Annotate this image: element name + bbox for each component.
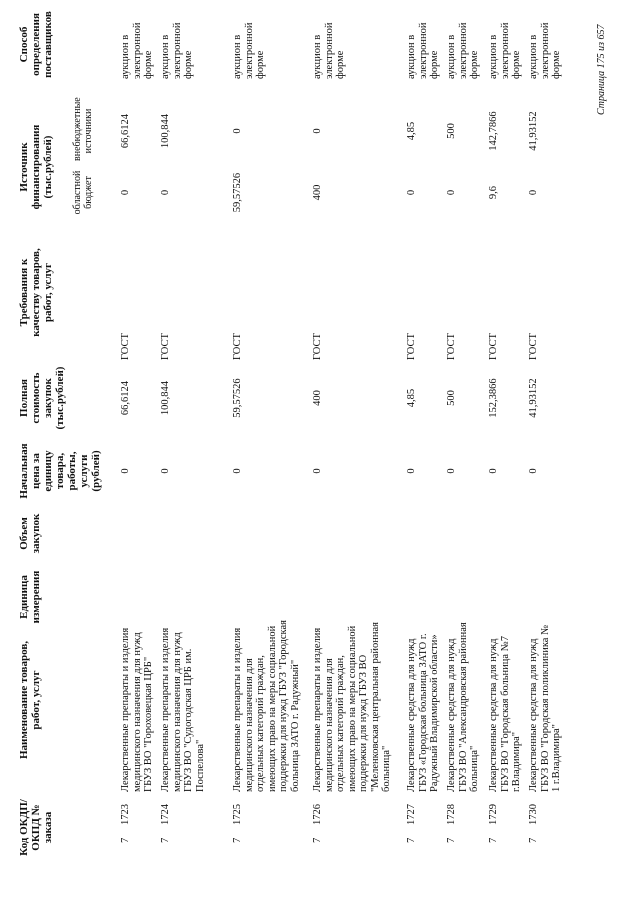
- row-3-order: 1725: [232, 804, 243, 825]
- row-5-price: 0: [406, 468, 417, 474]
- row-2-price: 0: [160, 468, 171, 474]
- row-1-regional: 0: [120, 189, 131, 196]
- row-7-requirements: ГОСТ: [488, 333, 499, 360]
- row-4-requirements: ГОСТ: [312, 333, 323, 360]
- row-5-offbudget: 4,85: [406, 121, 417, 141]
- row-4-method: аукцион в электронной форме: [312, 22, 346, 79]
- header-code: Код ОКДП/ ОКПД № заказа: [18, 799, 54, 856]
- row-2-offbudget: 100,844: [160, 113, 171, 149]
- row-3-total: 59,57526: [232, 378, 243, 418]
- row-3-name: Лекарственные препараты и изделия медицинского назначения для отдельных категорий граждан, имеющих право на меры социальной поддержки для нужд ГБУЗ "Городская больница ЗАТО г. Радужный": [232, 620, 301, 792]
- row-2-requirements: ГОСТ: [160, 333, 171, 360]
- row-4-name: Лекарственные препараты и изделия медицинского назначения для отдельных категорий граждан, имеющих право на меры социальной поддержки для нужд ГБУЗ ВО "Меленковская центральная районная больница": [312, 622, 392, 792]
- row-8-method: аукцион в электронной форме: [528, 22, 562, 79]
- row-4-code: 7: [312, 837, 323, 843]
- row-4-regional: 400: [312, 184, 323, 201]
- row-8-offbudget: 41,93152: [528, 111, 539, 151]
- row-4-order: 1726: [312, 804, 323, 825]
- row-2-name: Лекарственные препараты и изделия медицинского назначения для нужд ГБУЗ ВО "Судогодская ЦРБ им. Поспелова": [160, 627, 206, 792]
- row-2-code: 7: [160, 837, 171, 843]
- header-funding-regional: областной бюджет: [72, 170, 94, 215]
- row-7-name: Лекарственные средства для нужд ГБУЗ ВО "Городская больница №7 г.Владимира": [488, 636, 522, 792]
- row-5-total: 4,85: [406, 388, 417, 408]
- row-5-code: 7: [406, 837, 417, 843]
- row-1-method: аукцион в электронной форме: [120, 22, 154, 79]
- row-3-offbudget: 0: [232, 128, 243, 134]
- row-1-code: 7: [120, 837, 131, 843]
- row-7-regional: 9,6: [488, 185, 499, 200]
- row-8-regional: 0: [528, 189, 539, 196]
- row-8-code: 7: [528, 837, 539, 843]
- row-2-total: 100,844: [160, 380, 171, 416]
- row-6-code: 7: [446, 837, 457, 843]
- row-2-regional: 0: [160, 189, 171, 196]
- row-1-name: Лекарственные препараты и изделия медицинского назначения для нужд ГБУЗ ВО "Гороховецкая ЦРБ": [120, 627, 154, 792]
- row-1-requirements: ГОСТ: [120, 333, 131, 360]
- row-6-method: аукцион в электронной форме: [446, 22, 480, 79]
- row-8-price: 0: [528, 468, 539, 474]
- row-7-price: 0: [488, 468, 499, 474]
- row-5-requirements: ГОСТ: [406, 333, 417, 360]
- row-8-total: 41,93152: [528, 378, 539, 418]
- row-4-price: 0: [312, 468, 323, 474]
- header-funding-offbudget: внебюджетные источники: [72, 97, 94, 161]
- row-7-method: аукцион в электронной форме: [488, 22, 522, 79]
- row-1-offbudget: 66,6124: [120, 113, 131, 149]
- row-4-total: 400: [312, 390, 323, 406]
- row-6-regional: 0: [446, 189, 457, 196]
- header-method: Способ определения поставщиков: [18, 11, 54, 78]
- header-unit: Единица измерения: [18, 570, 42, 624]
- header-name: Наименование товаров, работ, услуг: [18, 640, 42, 760]
- row-1-total: 66,6124: [120, 380, 131, 416]
- row-7-order: 1729: [488, 804, 499, 825]
- row-5-name: Лекарственные средства для нужд ГБУЗ «Городская больница ЗАТО г. Радужный Владимирской области»: [406, 633, 440, 792]
- row-8-order: 1730: [528, 804, 539, 825]
- header-requirements: Требования к качеству товаров, работ, услуг: [18, 248, 54, 337]
- row-3-requirements: ГОСТ: [232, 333, 243, 360]
- header-funding: Источник финансирования (тыс.рублей): [18, 124, 54, 210]
- row-6-total: 500: [446, 390, 457, 406]
- row-2-method: аукцион в электронной форме: [160, 22, 194, 79]
- row-7-offbudget: 142,7866: [488, 111, 499, 151]
- row-2-order: 1724: [160, 804, 171, 825]
- header-price: Начальная цена за единицу товара, работы, услуги (рублей): [18, 443, 102, 499]
- row-3-regional: 59,57526: [232, 172, 243, 213]
- row-3-price: 0: [232, 468, 243, 474]
- row-6-name: Лекарственные средства для нужд ГБУЗ ВО "Александровская районная больница": [446, 622, 480, 792]
- header-total: Полная стоимость закупок (тыс.рублей): [18, 366, 66, 430]
- row-8-requirements: ГОСТ: [528, 333, 539, 360]
- row-5-method: аукцион в электронной форме: [406, 22, 440, 79]
- row-7-code: 7: [488, 837, 499, 843]
- row-8-name: Лекарственные средства для нужд ГБУЗ ВО "Городская поликлиника № 1 г.Владимира": [528, 624, 562, 792]
- row-4-offbudget: 0: [312, 128, 323, 134]
- row-1-order: 1723: [120, 804, 131, 825]
- row-6-order: 1728: [446, 804, 457, 825]
- header-volume: Объем закупок: [18, 513, 42, 554]
- row-5-regional: 0: [406, 189, 417, 196]
- row-6-offbudget: 500: [446, 123, 457, 139]
- row-3-code: 7: [232, 837, 243, 843]
- row-6-price: 0: [446, 468, 457, 474]
- row-7-total: 152,3866: [488, 378, 499, 418]
- row-6-requirements: ГОСТ: [446, 333, 457, 360]
- row-3-method: аукцион в электронной форме: [232, 22, 266, 79]
- row-1-price: 0: [120, 468, 131, 474]
- row-5-order: 1727: [406, 804, 417, 825]
- page-footer: Страница 175 из 657: [596, 24, 607, 115]
